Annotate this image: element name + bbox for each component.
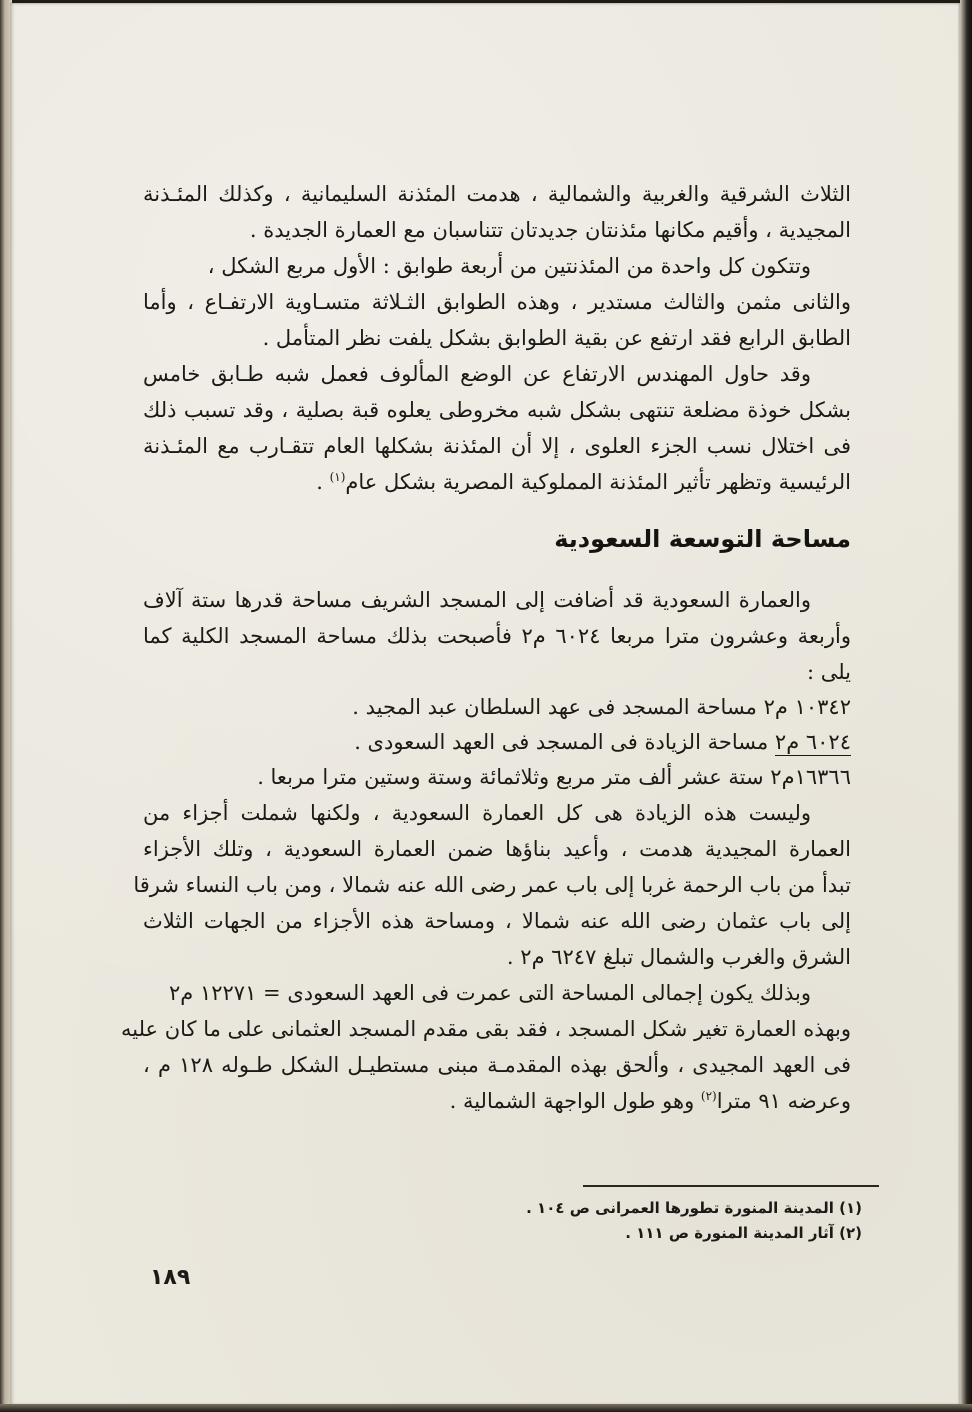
text-line: فى العهد المجيدى ، وألحق بهذه المقدمـة مبنى مستطيـل الشكل طـوله ١٢٨ م ، [143, 1052, 851, 1077]
text-line: والعمارة السعودية قد أضافت إلى المسجد الشريف مساحة قدرها ستة آلاف [143, 587, 811, 612]
area-value: ٦٠٢٤ م٢ [774, 729, 851, 754]
area-value: ١٦٣٦٦م٢ [770, 764, 851, 789]
text-line [143, 1083, 851, 1119]
text-line: وليست هذه الزيادة هى كل العمارة السعودية ، ولكنها شملت أجزاء من [143, 800, 811, 825]
text-line: تبدأ من باب الرحمة غربا إلى باب عمر رضى الله عنه شمالا ، ومن باب النساء شرقا [133, 872, 851, 897]
text-line: وبهذه العمارة تغير شكل المسجد ، فقد بقى مقدم المسجد العثمانى على ما كان عليه [120, 1016, 851, 1041]
footnote-ref-2[interactable]: (٢) [700, 1088, 717, 1103]
footnote-1: (١) المدينة المنورة تطورها العمرانى ص ١٠٤ . [526, 1199, 862, 1217]
paragraph-saudi-expansion [143, 582, 851, 690]
area-calculation-list [143, 690, 851, 795]
paragraph-minarets-demolished [143, 176, 851, 248]
text-line: الشرق والغرب والشمال تبلغ ٦٢٤٧ م٢ . [506, 944, 851, 969]
text-line: وأربعة وعشرون مترا مربعا ٦٠٢٤ م٢ فأصبحت بذلك مساحة المسجد الكلية كما [143, 623, 851, 648]
text-line: فى اختلال نسب الجزء العلوى ، إلا أن المئذنة بشكلها العام تتقـارب مع المئـذنة [143, 434, 851, 458]
text-line: بشكل خوذة مضلعة تنتهى بشكل شبه مخروطى يعلوه قبة بصلية ، وقد تسبب ذلك [143, 398, 851, 422]
text-fragment: وهو طول الواجهة الشمالية . [449, 1088, 701, 1113]
text-fragment: وعرضه ٩١ مترا [716, 1088, 851, 1113]
paragraph-fifth-tier [143, 356, 851, 500]
footnote-separator [583, 1185, 879, 1187]
text-line: والثانى مثمن والثالث مستدير ، وهذه الطوابق الثـلاثة متسـاوية الارتفـاع ، وأما [143, 290, 851, 314]
paragraph-rebuilt-parts [133, 795, 851, 975]
area-description: ستة عشر ألف متر مربع وثلاثمائة وستة وستين مترا مربعا . [257, 764, 764, 789]
page-body [120, 176, 851, 1119]
area-list-item [143, 690, 851, 725]
paragraph-minaret-tiers [143, 248, 851, 356]
footnote-ref-1[interactable]: (١) [329, 470, 346, 484]
text-line: إلى باب عثمان رضى الله عنه شمالا ، ومساحة هذه الأجزاء من الجهات الثلاث [143, 908, 851, 933]
text-line: الثلاث الشرقية والغربية والشمالية ، هدمت المئذنة السليمانية ، وكذلك المئـذنة [143, 182, 851, 206]
footnote-2: (٢) آثار المدينة المنورة ص ١١١ . [625, 1224, 862, 1242]
text-line: الطابق الرابع فقد ارتفع عن بقية الطوابق بشكل يلفت نظر المتأمل . [262, 326, 851, 350]
page-bottom-edge [0, 1404, 972, 1412]
text-line: وتتكون كل واحدة من المئذنتين من أربعة طوابق : الأول مربع الشكل ، [207, 254, 811, 278]
text-fragment: . [316, 470, 330, 494]
area-value: ١٠٣٤٢ م٢ [763, 694, 851, 719]
area-description: مساحة الزيادة فى المسجد فى العهد السعودى . [354, 729, 769, 754]
page-number: ١٨٩ [150, 1265, 191, 1290]
text-line: المجيدية ، وأقيم مكانها مئذنتان جديدتان تتناسبان مع العمارة الجديدة . [249, 218, 851, 242]
paragraph-total-area [120, 975, 851, 1119]
area-list-item-total [143, 760, 851, 795]
text-fragment: الرئيسية وتظهر تأثير المئذنة المملوكية المصرية بشكل عام [345, 470, 851, 494]
text-line: وبذلك يكون إجمالى المساحة التى عمرت فى العهد السعودى = ١٢٢٧١ م٢ [169, 980, 811, 1005]
area-description: مساحة المسجد فى عهد السلطان عبد المجيد . [352, 694, 757, 719]
page-right-shadow [960, 0, 972, 1412]
section-heading: مساحة التوسعة السعودية [554, 525, 851, 553]
text-line [143, 464, 851, 500]
text-line: العمارة المجيدية هدمت ، وأعيد بناؤها ضمن العمارة السعودية ، وتلك الأجزاء [143, 836, 851, 861]
text-line: وقد حاول المهندس الارتفاع عن الوضع المألوف فعمل شبه طـابق خامس [143, 362, 811, 386]
text-line: يلى : [806, 659, 851, 684]
footnotes [362, 1196, 862, 1246]
area-list-item [143, 725, 851, 760]
